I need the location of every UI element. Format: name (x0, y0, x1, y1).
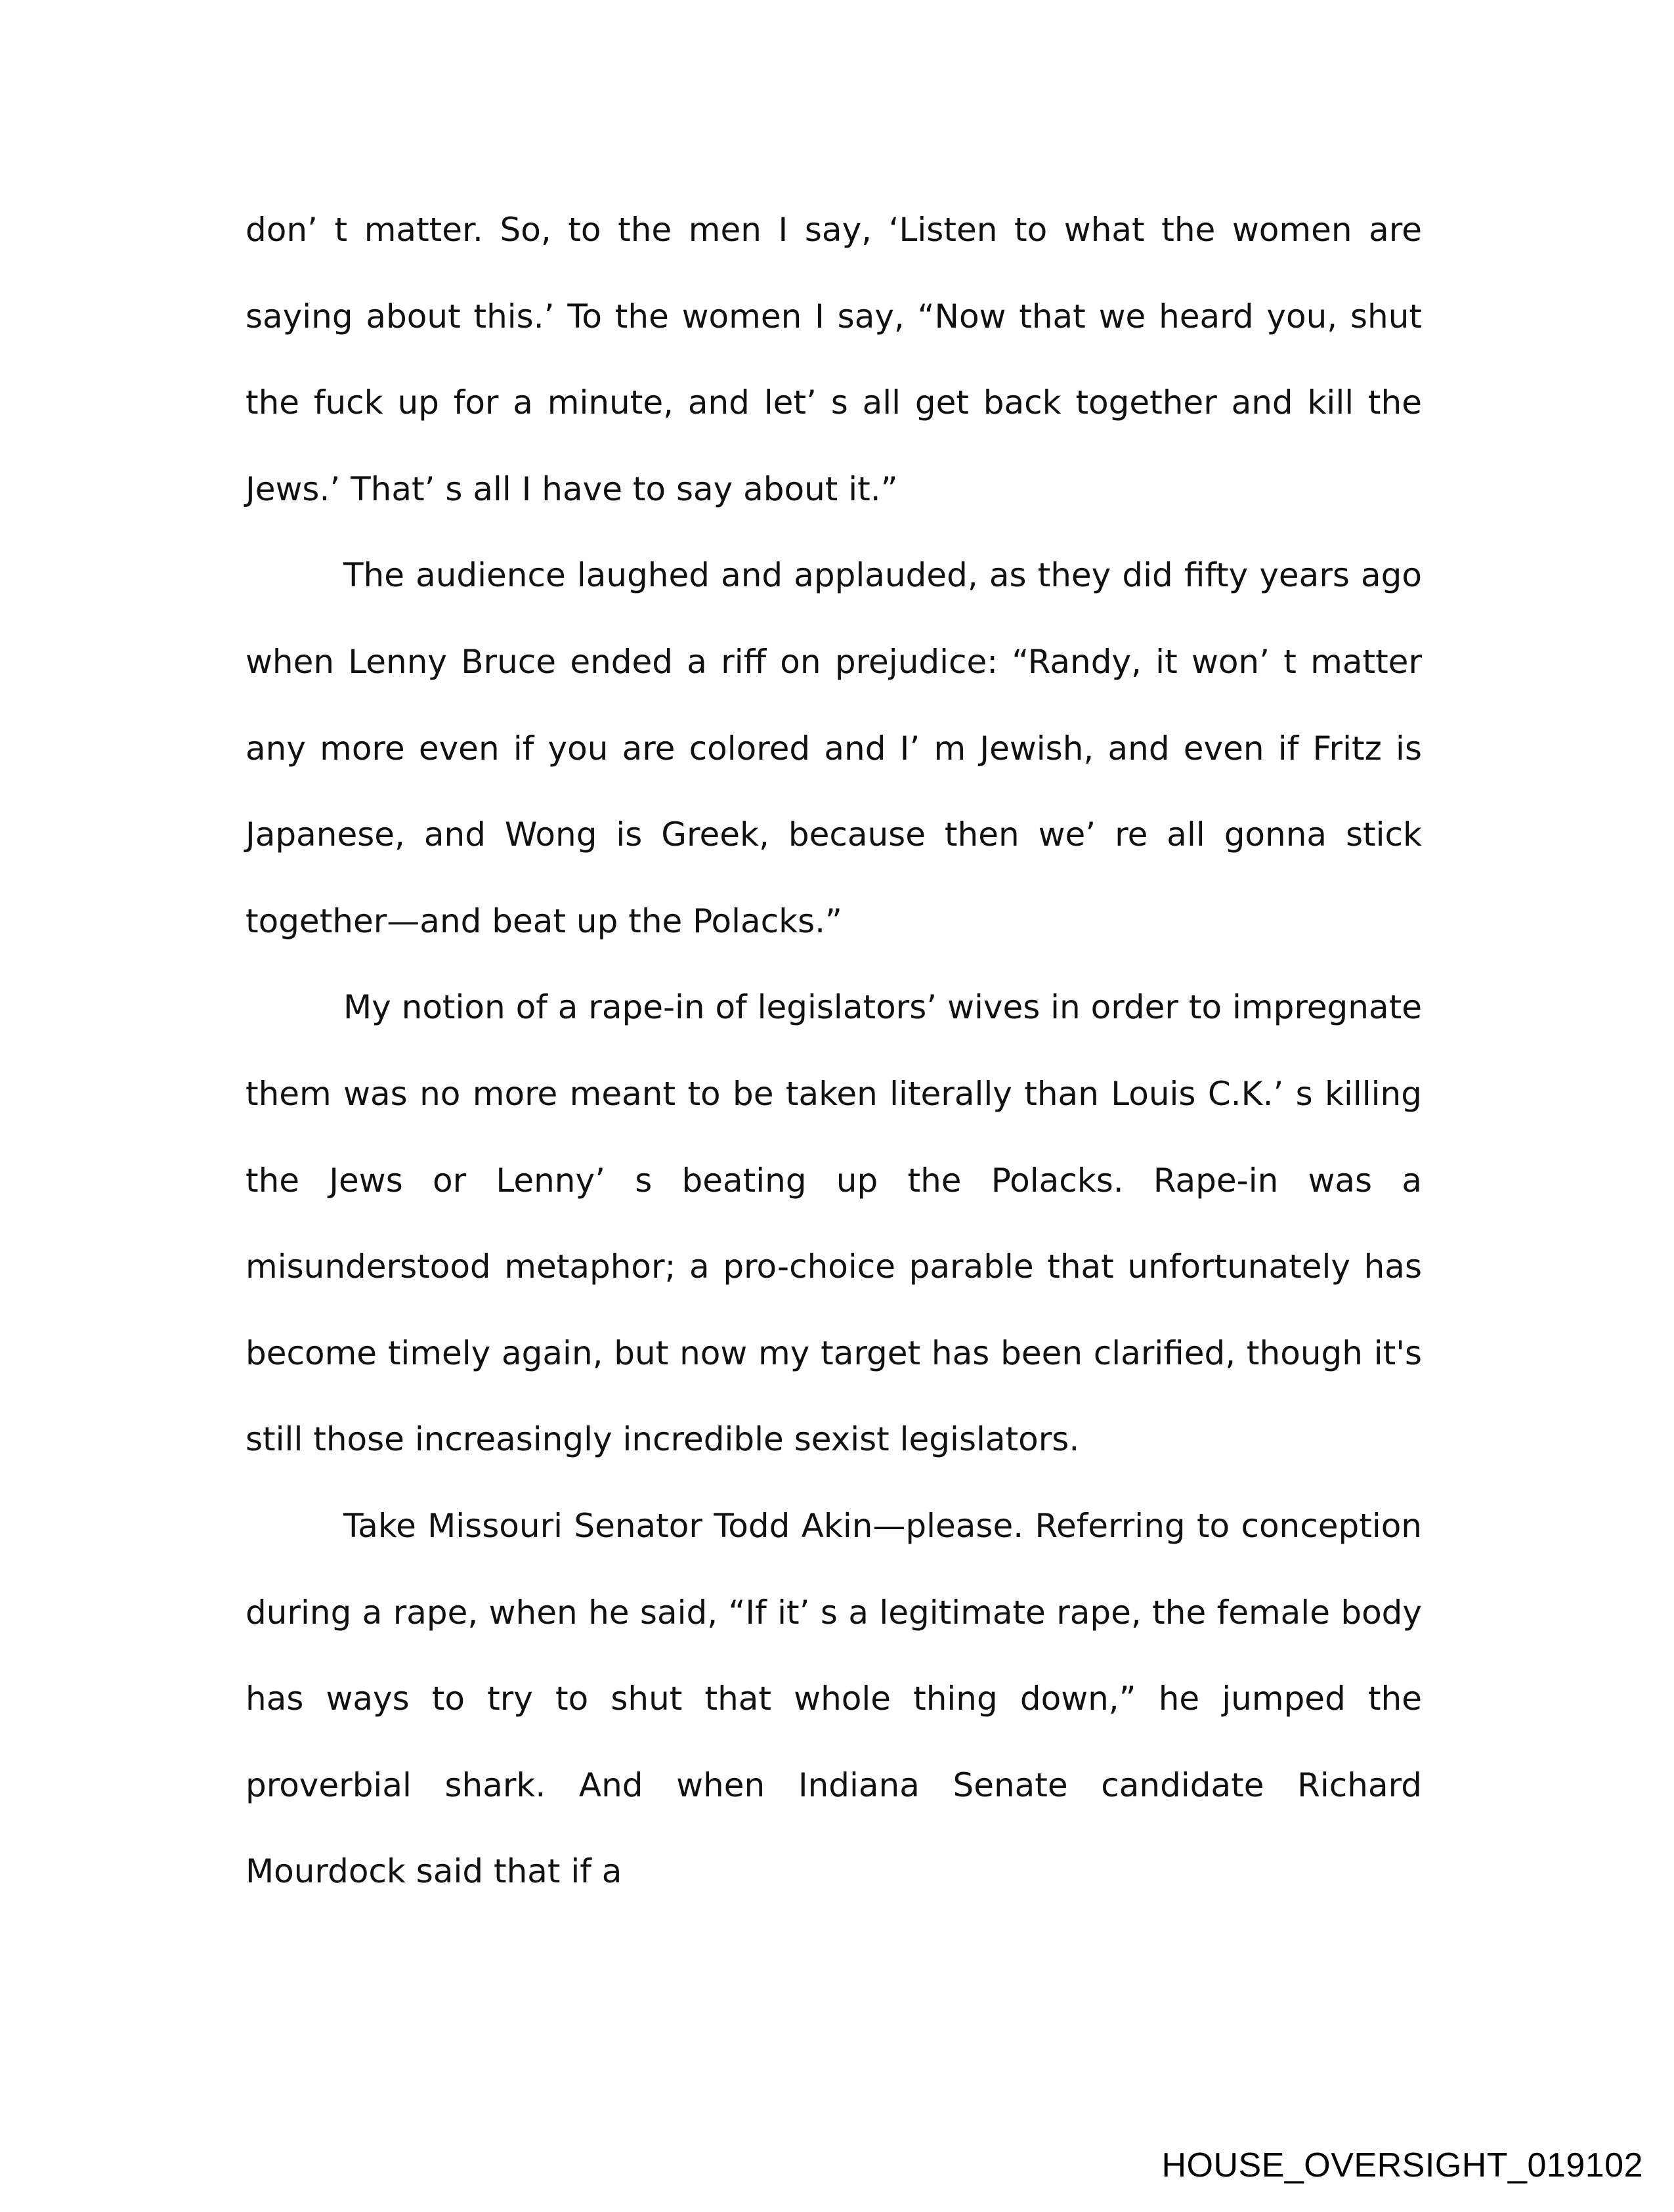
body-text (246, 187, 1422, 1915)
paragraph-2: The audience laughed and applauded, as they did fifty years ago when Lenny Bruce ended a riff on prejudice: “Randy, it won’ t matter any more even if you are colored and I’ m Jewish, and even if Fritz is Japanese, and Wong is Greek, because then we’ re all gonna stick together—and beat up the Polacks.” (246, 556, 1422, 940)
paragraph-3: My notion of a rape-in of legislators’ wives in order to impregnate them was no more meant to be taken literally than Louis C.K.’ s killing the Jews or Lenny’ s beating up the Polacks. Rape-in was a misunderstood metaphor; a pro-choice parable that unfortunately has become timely again, but now my target has been clarified, though it's still those increasingly incredible sexist legislators. (246, 988, 1422, 1459)
bates-number: HOUSE_OVERSIGHT_019102 (1161, 2146, 1643, 2184)
paragraph-1: don’ t matter. So, to the men I say, ‘Listen to what the women are saying about this.’ To the women I say, “Now that we heard you, shut the fuck up for a minute, and let’ s all get back together and kill the Jews.’ That’ s all I have to say about it.” (246, 211, 1422, 508)
paragraph-4: Take Missouri Senator Todd Akin—please. Referring to conception during a rape, when he said, “If it’ s a legitimate rape, the female body has ways to try to shut that whole thing down,” he jumped the proverbial shark. And when Indiana Senate candidate Richard Mourdock said that if a (246, 1506, 1422, 1891)
